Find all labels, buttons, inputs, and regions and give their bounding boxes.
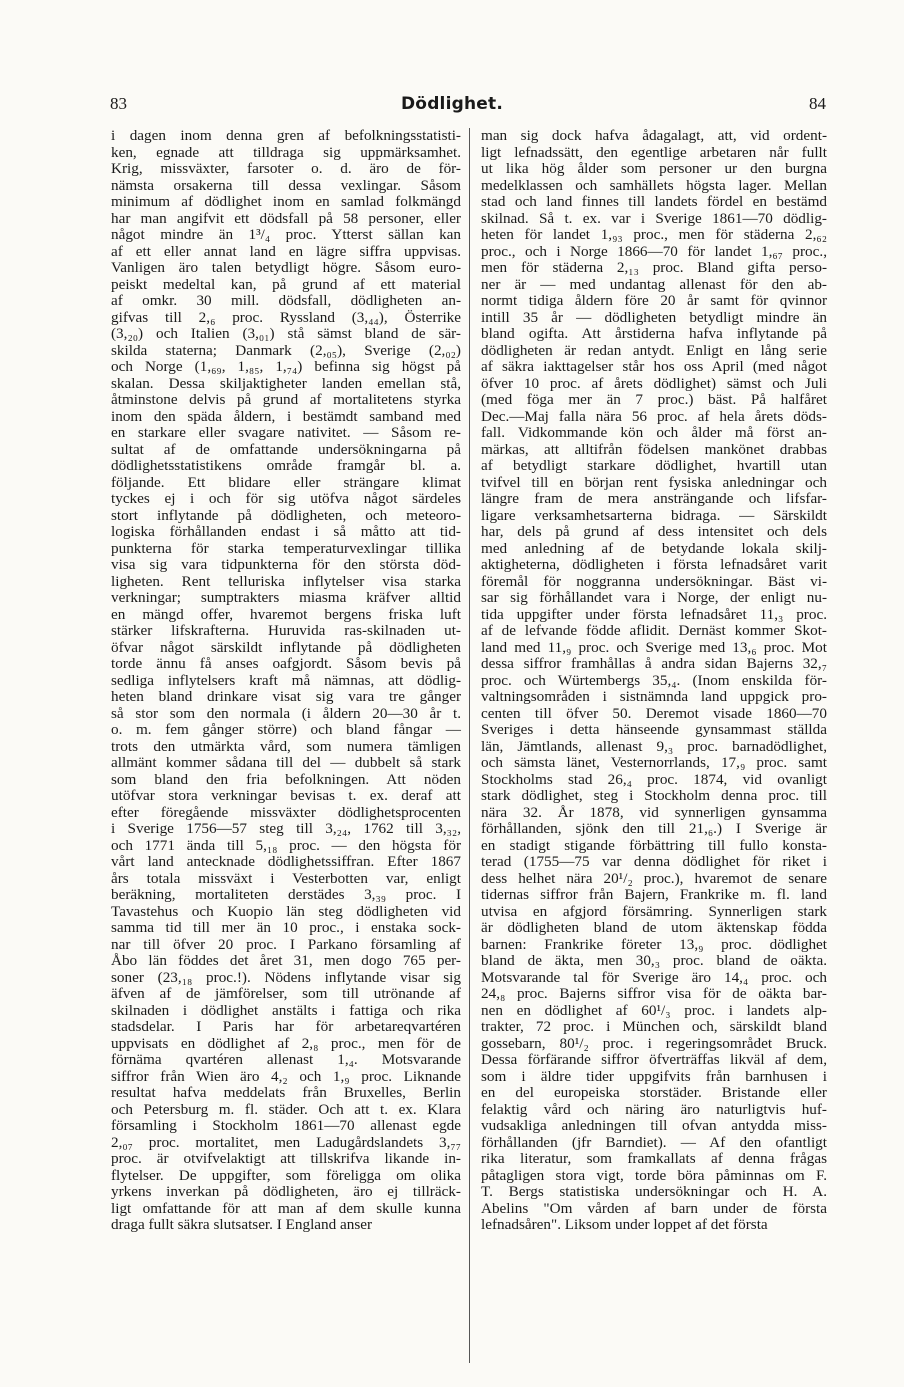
text-line: i Sverige 1756—57 steg till 3,₂₄, 1762 till 3,₃₂, [111, 820, 461, 837]
text-line: med anledning af de betydande lokala skilj- [481, 539, 827, 557]
text-line: Dessa förfärande siffror öfverträffas likväl af dem, [481, 1051, 827, 1068]
text-line: en stadigt stigande förbättring till fullo konsta- [481, 836, 827, 854]
text-line: torde ännu få anses oafgjordt. Såsom bevis på [111, 655, 461, 672]
text-line: ligare verksamhetsarterna bidraga. — Särskildt [481, 506, 827, 524]
page-title: Dödlighet. [401, 94, 503, 114]
text-line: Krig, missväxter, farsoter o. d. äro de för- [111, 160, 461, 177]
text-line: dödligheten är redan antydt. Enligt en lång serie [481, 341, 827, 359]
text-line: peiskt medeltal kan, på grund af ett material [111, 275, 461, 293]
text-line: en del europeiska storstäder. Bristande eller [481, 1084, 827, 1101]
text-line: verkningar; sumptrakters miasma kräfver alltid [111, 589, 461, 606]
text-line: så stor som den normala (i åldern 20—30 år t. [111, 704, 461, 722]
text-line: valtningsområden i sistnämnda land uppgick pro- [481, 688, 827, 705]
text-line: fall. Vidkommande kön och ålder må först an- [481, 424, 827, 441]
text-line: yrkens inverkan på dödligheten, äro ej tillräck- [111, 1183, 461, 1200]
text-line: man sig dock hafva ådagalagt, att, vid ordent- [481, 127, 827, 144]
text-line: af säkra iakttagelser står hos oss April (med något [481, 358, 827, 375]
text-line: Tavastehus och Kuopio län steg dödligheten vid [111, 902, 461, 920]
text-line: samma tid till mer än 10 proc., i enstaka sock- [111, 919, 461, 936]
text-line: och 1771 ända till 5,₁₈ proc. — den högsta för [111, 836, 461, 854]
text-line: nämsta orsakerna till dessa vexlingar. Såsom [111, 176, 461, 194]
text-line: af omkr. 30 mill. dödsfall, dödligheten an- [111, 292, 461, 309]
text-line: tida uppgifter under första lefnadsåret 11,₃ proc. [481, 605, 827, 623]
text-line: af de lefvande födde aflidit. Dernäst kommer Skot- [481, 622, 827, 639]
text-line: församling i Stockholm 1861—70 allenast egde [111, 1117, 461, 1134]
text-line: centen till öfver 50. Deremot visade 1860—70 [481, 704, 827, 722]
text-line: längre fram de mera ansträngande och lifsfar- [481, 490, 827, 507]
text-line: Dec.—Maj falla nära 56 proc. af hela årets döds- [481, 407, 827, 425]
text-line: gossebarn, 80¹/₂ proc. i regeringsområdet Bruck. [481, 1034, 827, 1052]
text-line: proc. och Würtembergs 35,₄. (Inom enskilda för- [481, 671, 827, 689]
text-line: förnäma qvartéren allenast 1,₄. Motsvarande [111, 1051, 461, 1068]
text-line: ut lika hög ålder som personer ur den burgna [481, 160, 827, 177]
text-line: trots den utmärkta vård, som numera tämligen [111, 737, 461, 755]
text-line: en starkare eller svagare nativitet. — Såsom re- [111, 424, 461, 441]
text-line: Stockholms stad 26,₄ proc. 1874, vid ovanligt [481, 770, 827, 788]
text-line: T. Bergs statistiska undersökningar och H. A. [481, 1183, 827, 1200]
text-line: bland de äkta, men 30,₃ proc. bland de oäkta. [481, 952, 827, 969]
text-line: skilda staterna; Danmark (2,₀₅), Sverige (2,₀₂) [111, 341, 461, 359]
text-line: soner (23,₁₈ proc.!). Nödens inflytande visar sig [111, 968, 461, 986]
text-line: öfvar något särskildt inflytande på dödligheten [111, 638, 461, 656]
text-line: men för städerna 2,₁₃ proc. Bland gifta perso- [481, 259, 827, 276]
text-line: sar sig förhållandet vara i Norge, der enligt nu- [481, 589, 827, 606]
text-line: åtminstone delvis på grund af mortalitetens styrka [111, 391, 461, 408]
text-line: inom den späda åldern, i bestämdt samband med [111, 407, 461, 425]
page-header [0, 94, 904, 118]
text-line: tidernas siffror från Bajern, Frankrike m. fl. land [481, 886, 827, 903]
text-line: nar till öfver 20 proc. I Parkano församling af [111, 935, 461, 953]
text-line: (3,₂₀) och Italien (3,₀₁) stå sämst bland de sär- [111, 325, 461, 342]
text-line: föremål för noggranna undersökningar. Bäst vi- [481, 572, 827, 590]
text-line: vårt land antecknade dödlighetssiffran. Efter 1867 [111, 853, 461, 870]
text-line: stadsdelar. I Paris har för arbetareqvartéren [111, 1018, 461, 1035]
text-line: Åbo län föddes det året 31, men dogo 765 per- [111, 952, 461, 969]
text-line: gifvas till 2,₆ proc. Ryssland (3,₄₄), Österrike [111, 308, 461, 326]
text-line: bland ogifta. Att årstiderna hafva inflytande på [481, 325, 827, 342]
text-line: ken, egnade att tilldraga sig uppmärksamhet. [111, 143, 461, 161]
text-line: normt tidiga åldern före 20 år samt för qvinnor [481, 292, 827, 309]
text-line: något mindre än 1³/₄ proc. Ytterst sällan kan [111, 226, 461, 243]
text-line: en mängd offer, hvaremot bergens friska luft [111, 605, 461, 623]
text-line: utvisa en afgjord försämring. Synnerligen stark [481, 902, 827, 920]
text-line: proc. är otvifvelaktigt att tillskrifva likande in- [111, 1150, 461, 1167]
text-line: Sveriges i detta hänseende gynsammast ställda [481, 721, 827, 738]
text-line: skilnad. Så t. ex. var i Sverige 1861—70 dödlig- [481, 209, 827, 227]
text-line: 2,₀₇ proc. mortalitet, men Ladugårdslandets 3,₇₇ [111, 1133, 461, 1151]
text-line: öfver 10 proc. af årets dödlighet) sämst och Juli [481, 374, 827, 392]
text-line: förhållanden, sjönk den till 21,₆.) I Sverige är [481, 820, 827, 837]
text-line: aktigheterna, dödligheten i första lefnadsåret varit [481, 556, 827, 573]
text-line: punkterna för starka temperaturvexlingar tillika [111, 539, 461, 557]
text-line: intill 35 år — dödligheten betydligt mindre än [481, 308, 827, 326]
text-line: af ett eller annat land en lägre siffra uppvisas. [111, 242, 461, 260]
text-line: förhållanden (jfr Barndiet). — Af den ofantligt [481, 1133, 827, 1151]
text-line: dessa siffror framhållas å andra sidan Bajerns 32,₇ [481, 655, 827, 672]
text-line: och sämsta länet, Vesternorrlands, 17,₉ proc. samt [481, 754, 827, 771]
text-line: logiska förhållanden endast i så måtto att tid- [111, 523, 461, 540]
text-line: trakter, 72 proc. i München och, särskildt bland [481, 1018, 827, 1035]
text-line: stad och land finnes till landets fördel en bestämd [481, 193, 827, 210]
text-line: tyckes ej i och för sig utöfva något särdeles [111, 490, 461, 507]
text-line: lefnadsåren". Liksom under loppet af det första [481, 1216, 768, 1233]
text-line: tvifvel till en början rent fysiska anledningar och [481, 473, 827, 491]
text-line: är dödligheten bland de utom äktenskap födda [481, 919, 827, 936]
text-line: års totala missväxt i Vesterbotten var, enligt [111, 869, 461, 887]
text-line: följande. Ett blidare eller strängare klimat [111, 473, 461, 491]
text-line: efter föregående missväxter dödlighetsprocenten [111, 803, 461, 821]
text-line: o. m. fem gånger större) och bland fångar — [111, 721, 461, 738]
text-line: dödlighetsstatistikens område framgår bl. a. [111, 457, 461, 474]
right-page-number: 84 [809, 94, 826, 113]
text-line: terad (1755—75 var denna dödlighet för riket i [481, 853, 827, 870]
text-line: flytelser. De uppgifter, som föreligga om olika [111, 1166, 461, 1184]
column-divider [469, 128, 470, 1363]
text-line: siffror från Wien äro 4,₂ och 1,₉ proc. Liknande [111, 1067, 461, 1085]
text-line: resultat hafva meddelats från Bruxelles, Berlin [111, 1084, 461, 1101]
text-line: ligt lefnadssätt, den egentlige arbetaren når fullt [481, 143, 827, 161]
text-line: proc., och i Norge 1866—70 för landet 1,₆₇ proc., [481, 242, 827, 260]
text-line: dess helhet nära 20¹/₂ proc.), hvaremot de senare [481, 869, 827, 887]
left-text-column [111, 128, 461, 1234]
text-line: stark dödlighet, steg i Stockholm denna proc. till [481, 787, 827, 804]
text-line: stärker lifskrafterna. Huruvida ras-skilnaden ut- [111, 622, 461, 639]
text-line: län, Jämtlands, allenast 9,₃ proc. barnadödlighet, [481, 737, 827, 755]
text-line: allmänt kommer sådana till del — dubbelt så stark [111, 754, 461, 771]
text-line: skilnaden i dödlighet anstälts i fattiga och rika [111, 1001, 461, 1019]
text-line: sultat af de omfattande undersökningarna på [111, 440, 461, 458]
text-line: rika literatur, som framkallats af denna frågas [481, 1150, 827, 1167]
text-line: har man angifvit ett dödsfall på 58 personer, eller [111, 209, 461, 227]
text-line: utöfvar stora verkningar bevisas t. ex. deraf att [111, 787, 461, 804]
text-line: märkas, att alltifrån födelsen mankönet drabbas [481, 440, 827, 458]
text-line: heten bland drinkare visat sig vara tre gånger [111, 688, 461, 705]
text-line: äfven af de jämförelser, som till utrönande af [111, 985, 461, 1002]
text-line: minimum af dödlighet inom en samlad folkmängd [111, 193, 461, 210]
text-line: beräkning, mortaliteten derstädes 3,₃₉ proc. I [111, 886, 461, 903]
text-line: barnen: Frankrike företer 13,₉ proc. dödlighet [481, 935, 827, 953]
text-line: (med föga mer än 7 proc.) bäst. På halfåret [481, 391, 827, 408]
text-line: Abelins "Om vården af barn under de första [481, 1199, 827, 1217]
text-line: som i äldre tider uppgifvits från barnhusen i [481, 1067, 827, 1085]
right-text-column [481, 128, 827, 1234]
text-line: Motsvarande tal för Sverige äro 14,₄ proc. och [481, 968, 827, 986]
text-line: skalan. Dessa skiljaktigheter landen emellan stå, [111, 374, 461, 392]
text-line: och Norge (1,₆₉, 1,₈₅, 1,₇₄) befinna sig högst på [111, 358, 461, 375]
text-line: draga fullt säkra slutsatser. I England anser [111, 1216, 373, 1233]
text-line: Vanligen äro talen betydligt högre. Såsom euro- [111, 259, 461, 276]
text-line: som bland den fria befolkningen. Att nöden [111, 770, 461, 788]
text-line: heten för landet 1,₉₃ proc., men för städerna 2,₆₂ [481, 226, 827, 243]
text-line: i dagen inom denna gren af befolkningsstatisti- [111, 127, 461, 144]
text-line: nära 32. År 1878, vid synnerligen gynsamma [481, 803, 827, 821]
text-line: visa sig vara tidpunkterna för den största död- [111, 556, 461, 573]
text-line: har, dels på grund af dess intensitet och dels [481, 523, 827, 540]
text-line: felaktig vård och näring äro naturligtvis huf- [481, 1100, 827, 1118]
text-line: af betydligt starkare dödlighet, hvartill utan [481, 457, 827, 474]
text-line: sedliga inflytelsers kraft må nämnas, att dödlig- [111, 671, 461, 689]
text-line: nen en dödlighet af 60¹/₃ proc. i landets alp- [481, 1001, 827, 1019]
text-line: påtagligen stora vigt, torde böra påminnas om F. [481, 1166, 827, 1184]
text-line: vudsakliga anledningen till ofvan antydda miss- [481, 1117, 827, 1134]
text-line: medelklassen och samhällets högsta lager. Mellan [481, 176, 827, 194]
text-line: uppvisats en dödlighet af 2,₈ proc., men för de [111, 1034, 461, 1052]
text-line: land med 11,₉ proc. och Sverige med 13,₆ proc. Mot [481, 638, 827, 656]
text-line: och Petersburg m. fl. städer. Och att t. ex. Klara [111, 1100, 461, 1118]
text-line: 24,₈ proc. Bajerns siffror visa för de oäkta bar- [481, 985, 827, 1002]
text-line: ligheten. Rent telluriska inflytelser visa starka [111, 572, 461, 590]
text-line: ligt omfattande för att man af dem skulle kunna [111, 1199, 461, 1217]
text-line: ner är — med undantag allenast för den ab- [481, 275, 827, 293]
text-line: stort inflytande på dödligheten, och meteoro- [111, 506, 461, 524]
left-page-number: 83 [110, 94, 127, 113]
